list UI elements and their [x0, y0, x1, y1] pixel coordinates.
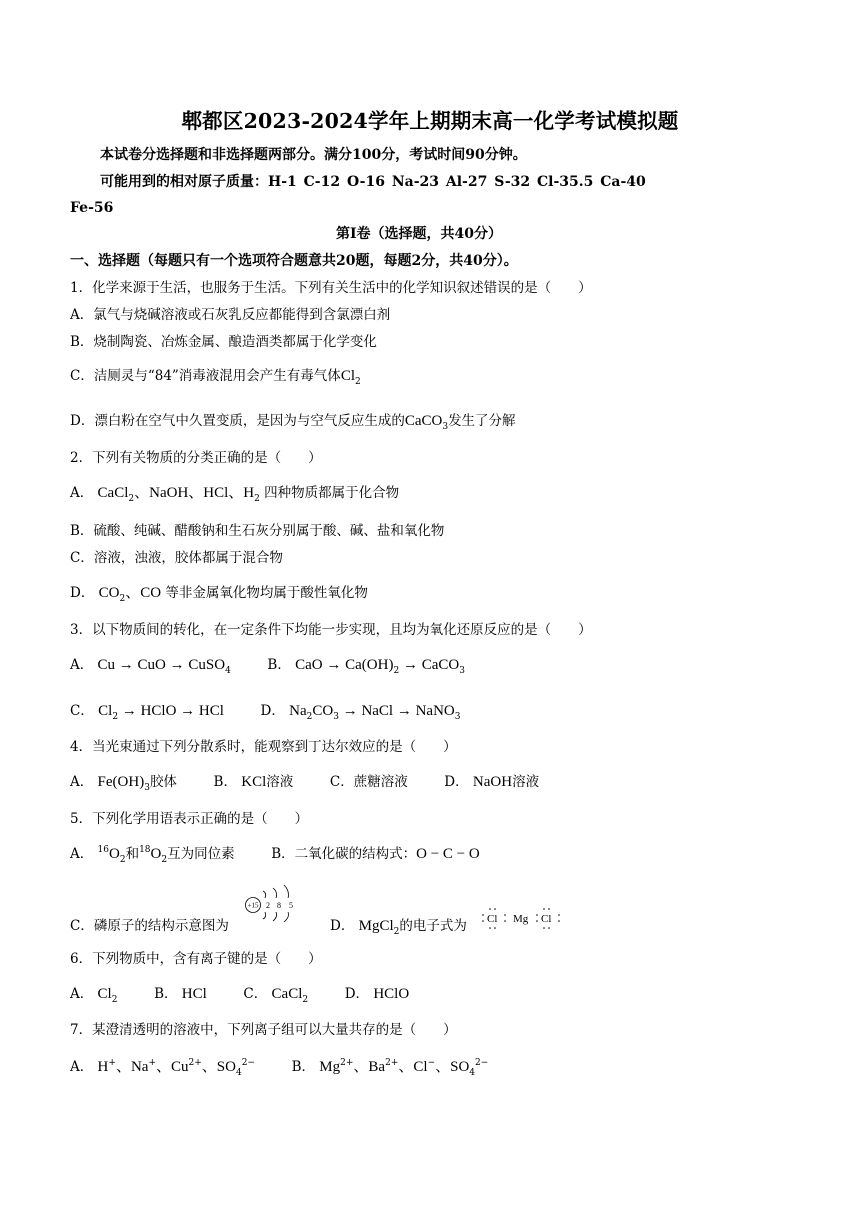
q1-d-formula: CaCO [404, 413, 443, 429]
q5-a-sub2: 2 [161, 855, 168, 865]
q3-b-sub2: 3 [459, 666, 465, 676]
q1-c-sub: 2 [355, 377, 361, 387]
shell-2-electrons: 8 [277, 901, 281, 910]
q1-option-a: A．氯气与烧碱溶液或石灰乳反应都能得到含氯漂白剂 [70, 307, 391, 323]
q3-c-label: C． [70, 703, 94, 719]
q1-option-d [70, 412, 516, 430]
q5-d-sub: 2 [393, 927, 400, 937]
q5-d-label: D． [330, 918, 355, 934]
q4-stem: 4．当光束通过下列分散系时，能观察到丁达尔效应的是（ ） [70, 739, 457, 755]
q3-d-sub3: 3 [454, 712, 461, 722]
q1-stem: 1．化学来源于生活，也服务于生活。下列有关生活中的化学知识叙述错误的是（ ） [70, 280, 592, 296]
q3-d-formula1: Na [289, 703, 307, 719]
q5-a-sub1: 2 [119, 855, 126, 865]
q6-a-label: A． [70, 986, 94, 1002]
phosphorus-atom-diagram [244, 882, 302, 922]
section-title: 一、选择题（每题只有一个选项符合题意共20题，每题2分，共40分）。 [70, 253, 518, 269]
q7-a-ion2: 、Na [115, 1059, 149, 1075]
q7-b-charge4: 2− [475, 1058, 489, 1068]
q2-a-tail: 四种物质都属于化合物 [264, 485, 400, 501]
q5-a-mass1: 16 [97, 845, 109, 855]
q4-a-label: A． [70, 774, 94, 790]
cl-right-symbol: Cl [541, 913, 552, 925]
q7-a-charge3: 2+ [188, 1058, 202, 1068]
q3-options-cd [70, 702, 461, 720]
q2-option-a [70, 484, 399, 502]
q4-option-c: C．蔗糖溶液 [329, 774, 408, 790]
q5-a-formula2: O [150, 846, 162, 862]
q6-c-sub: 2 [302, 995, 309, 1005]
q4-b-tail: 溶液 [266, 774, 294, 790]
q4-a-formula: Fe(OH) [97, 774, 145, 790]
q2-d-formula1: CO [98, 585, 120, 601]
q2-d-tail: 等非金属氧化物均属于酸性氧化物 [165, 585, 368, 601]
q3-c-formula1: Cl [98, 703, 113, 719]
shell-1-electrons: 2 [266, 901, 270, 910]
exam-intro: 本试卷分选择题和非选择题两部分。满分100分，考试时间90分钟。 [100, 147, 527, 163]
q3-a-sub: 4 [225, 666, 231, 676]
q2-d-sub1: 2 [119, 594, 126, 604]
q5-options-cd [70, 917, 229, 935]
q3-b-formula1: CaO → Ca(OH) [295, 657, 394, 673]
q7-options [70, 1058, 488, 1076]
q1-d-tail: 发生了分解 [448, 413, 516, 429]
q7-a-charge2: + [148, 1058, 156, 1068]
q5-b-formula: O − C − O [416, 846, 480, 862]
q7-b-ion2: 、Ba [353, 1059, 386, 1075]
q7-a-label: A． [70, 1059, 94, 1075]
q6-stem: 6．下列物质中，含有离子键的是（ ） [70, 951, 322, 967]
q2-stem: 2．下列有关物质的分类正确的是（ ） [70, 450, 322, 466]
q2-option-d [70, 584, 368, 602]
q1-c-formula: Cl [340, 368, 355, 384]
mg-symbol: Mg [513, 913, 529, 925]
q5-a-mid: 和 [125, 846, 140, 862]
q1-option-b: B．烧制陶瓷、冶炼金属、酿造酒类都属于化学变化 [70, 334, 377, 350]
q7-a-ion3: 、Cu [155, 1059, 189, 1075]
q4-options [70, 773, 539, 791]
q7-b-ion1: Mg [319, 1059, 341, 1075]
q6-d-formula: HClO [373, 986, 410, 1002]
q4-a-sub: 3 [144, 783, 150, 793]
volume-title: 第Ⅰ卷（选择题，共40分） [336, 226, 503, 242]
q6-a-formula: Cl [97, 986, 112, 1002]
q2-a-formula1: CaCl [97, 485, 129, 501]
q1-c-text: C．洁厕灵与“84”消毒液混用会产生有毒气体 [70, 368, 341, 384]
q1-option-c [70, 367, 361, 385]
q7-a-ion4: 、SO [201, 1059, 236, 1075]
q4-d-label: D． [444, 774, 469, 790]
q2-a-sub1: 2 [128, 494, 135, 504]
q5-options-ab [70, 845, 480, 863]
q3-b-label: B． [267, 657, 291, 673]
atomic-mass-line: 可能用到的相对原子质量：H-1 C-12 O-16 Na-23 Al-27 S-32 Cl-35.5 Ca-40 [100, 174, 646, 190]
atomic-mass-line-cont: Fe-56 [70, 200, 114, 216]
q6-c-label: C． [243, 986, 268, 1002]
q6-b-formula: HCl [181, 986, 207, 1002]
q2-a-label: A． [70, 485, 94, 501]
q5-option-d [330, 917, 467, 935]
q5-c-text: C．磷原子的结构示意图为 [70, 918, 229, 934]
q7-a-charge4: 2− [241, 1058, 255, 1068]
q3-d-sub1: 2 [306, 712, 313, 722]
q1-d-sub: 3 [442, 422, 449, 432]
q7-b-ion3: 、Cl [398, 1059, 428, 1075]
q6-d-label: D． [344, 986, 370, 1002]
q2-d-formula2: 、CO [125, 585, 162, 601]
q7-b-charge2: 2+ [385, 1058, 399, 1068]
q5-d-tail: 的电子式为 [399, 918, 467, 934]
q2-a-sub2: 2 [254, 494, 260, 504]
q6-a-sub: 2 [111, 995, 118, 1005]
shell-3-electrons: 5 [289, 901, 293, 910]
q6-c-formula: CaCl [271, 986, 303, 1002]
q3-d-formula3: → NaCl → NaNO [338, 703, 455, 719]
q5-a-formula1: O [109, 846, 120, 862]
q3-options-ab [70, 656, 465, 674]
q3-a-formula: Cu → CuO → CuSO [97, 657, 226, 673]
q3-b-formula2: → CaCO [399, 657, 460, 673]
q6-b-label: B． [154, 986, 178, 1002]
q4-b-label: B． [213, 774, 237, 790]
q3-d-sub2: 3 [333, 712, 339, 722]
q7-b-charge3: − [427, 1058, 436, 1068]
q5-d-formula: MgCl [358, 918, 394, 934]
q4-d-tail: 溶液 [512, 774, 540, 790]
q2-option-c: C．溶液，浊液，胶体都属于混合物 [70, 550, 283, 566]
q5-a-mass2: 18 [139, 845, 151, 855]
q5-a-label: A． [70, 846, 94, 862]
page-title: 郫都区2023-2024学年上期期末高一化学考试模拟题 [181, 109, 679, 133]
q3-b-sub1: 2 [393, 666, 400, 676]
q7-b-charge1: 2+ [340, 1058, 354, 1068]
q3-d-label: D． [260, 703, 285, 719]
cl-left-symbol: Cl [487, 913, 498, 925]
q5-stem: 5．下列化学用语表示正确的是（ ） [70, 811, 309, 827]
q6-options [70, 985, 409, 1003]
nucleus-charge: +15 [247, 901, 259, 910]
q7-a-charge1: + [108, 1058, 116, 1068]
q7-a-sub4: 4 [235, 1068, 242, 1078]
q4-a-tail: 胶体 [149, 774, 177, 790]
q5-a-tail: 互为同位素 [167, 846, 235, 862]
q2-a-formula2: 、NaOH、HCl、H [134, 485, 255, 501]
q5-b-text: B．二氧化碳的结构式： [271, 846, 417, 862]
q2-d-label: D． [70, 585, 95, 601]
q3-c-sub: 2 [112, 712, 119, 722]
mgcl2-electron-formula [480, 906, 566, 932]
q2-option-b: B．硫酸、纯碱、醋酸钠和生石灰分别属于酸、碱、盐和氧化物 [70, 523, 445, 539]
q4-d-formula: NaOH [472, 774, 513, 790]
q3-c-formula2: → HClO → HCl [118, 703, 224, 719]
q7-stem: 7．某澄清透明的溶液中，下列离子组可以大量共存的是（ ） [70, 1022, 457, 1038]
q3-stem: 3．以下物质间的转化，在一定条件下均能一步实现，且均为氧化还原反应的是（ ） [70, 622, 592, 638]
q1-d-text: D．漂白粉在空气中久置变质，是因为与空气反应生成的 [70, 413, 405, 429]
q7-b-ion4: 、SO [435, 1059, 470, 1075]
q7-a-ion1: H [97, 1059, 109, 1075]
q3-a-label: A． [70, 657, 94, 673]
q3-d-formula2: CO [312, 703, 334, 719]
q7-b-sub4: 4 [469, 1068, 476, 1078]
q7-b-label: B． [291, 1059, 315, 1075]
q4-b-formula: KCl [241, 774, 267, 790]
